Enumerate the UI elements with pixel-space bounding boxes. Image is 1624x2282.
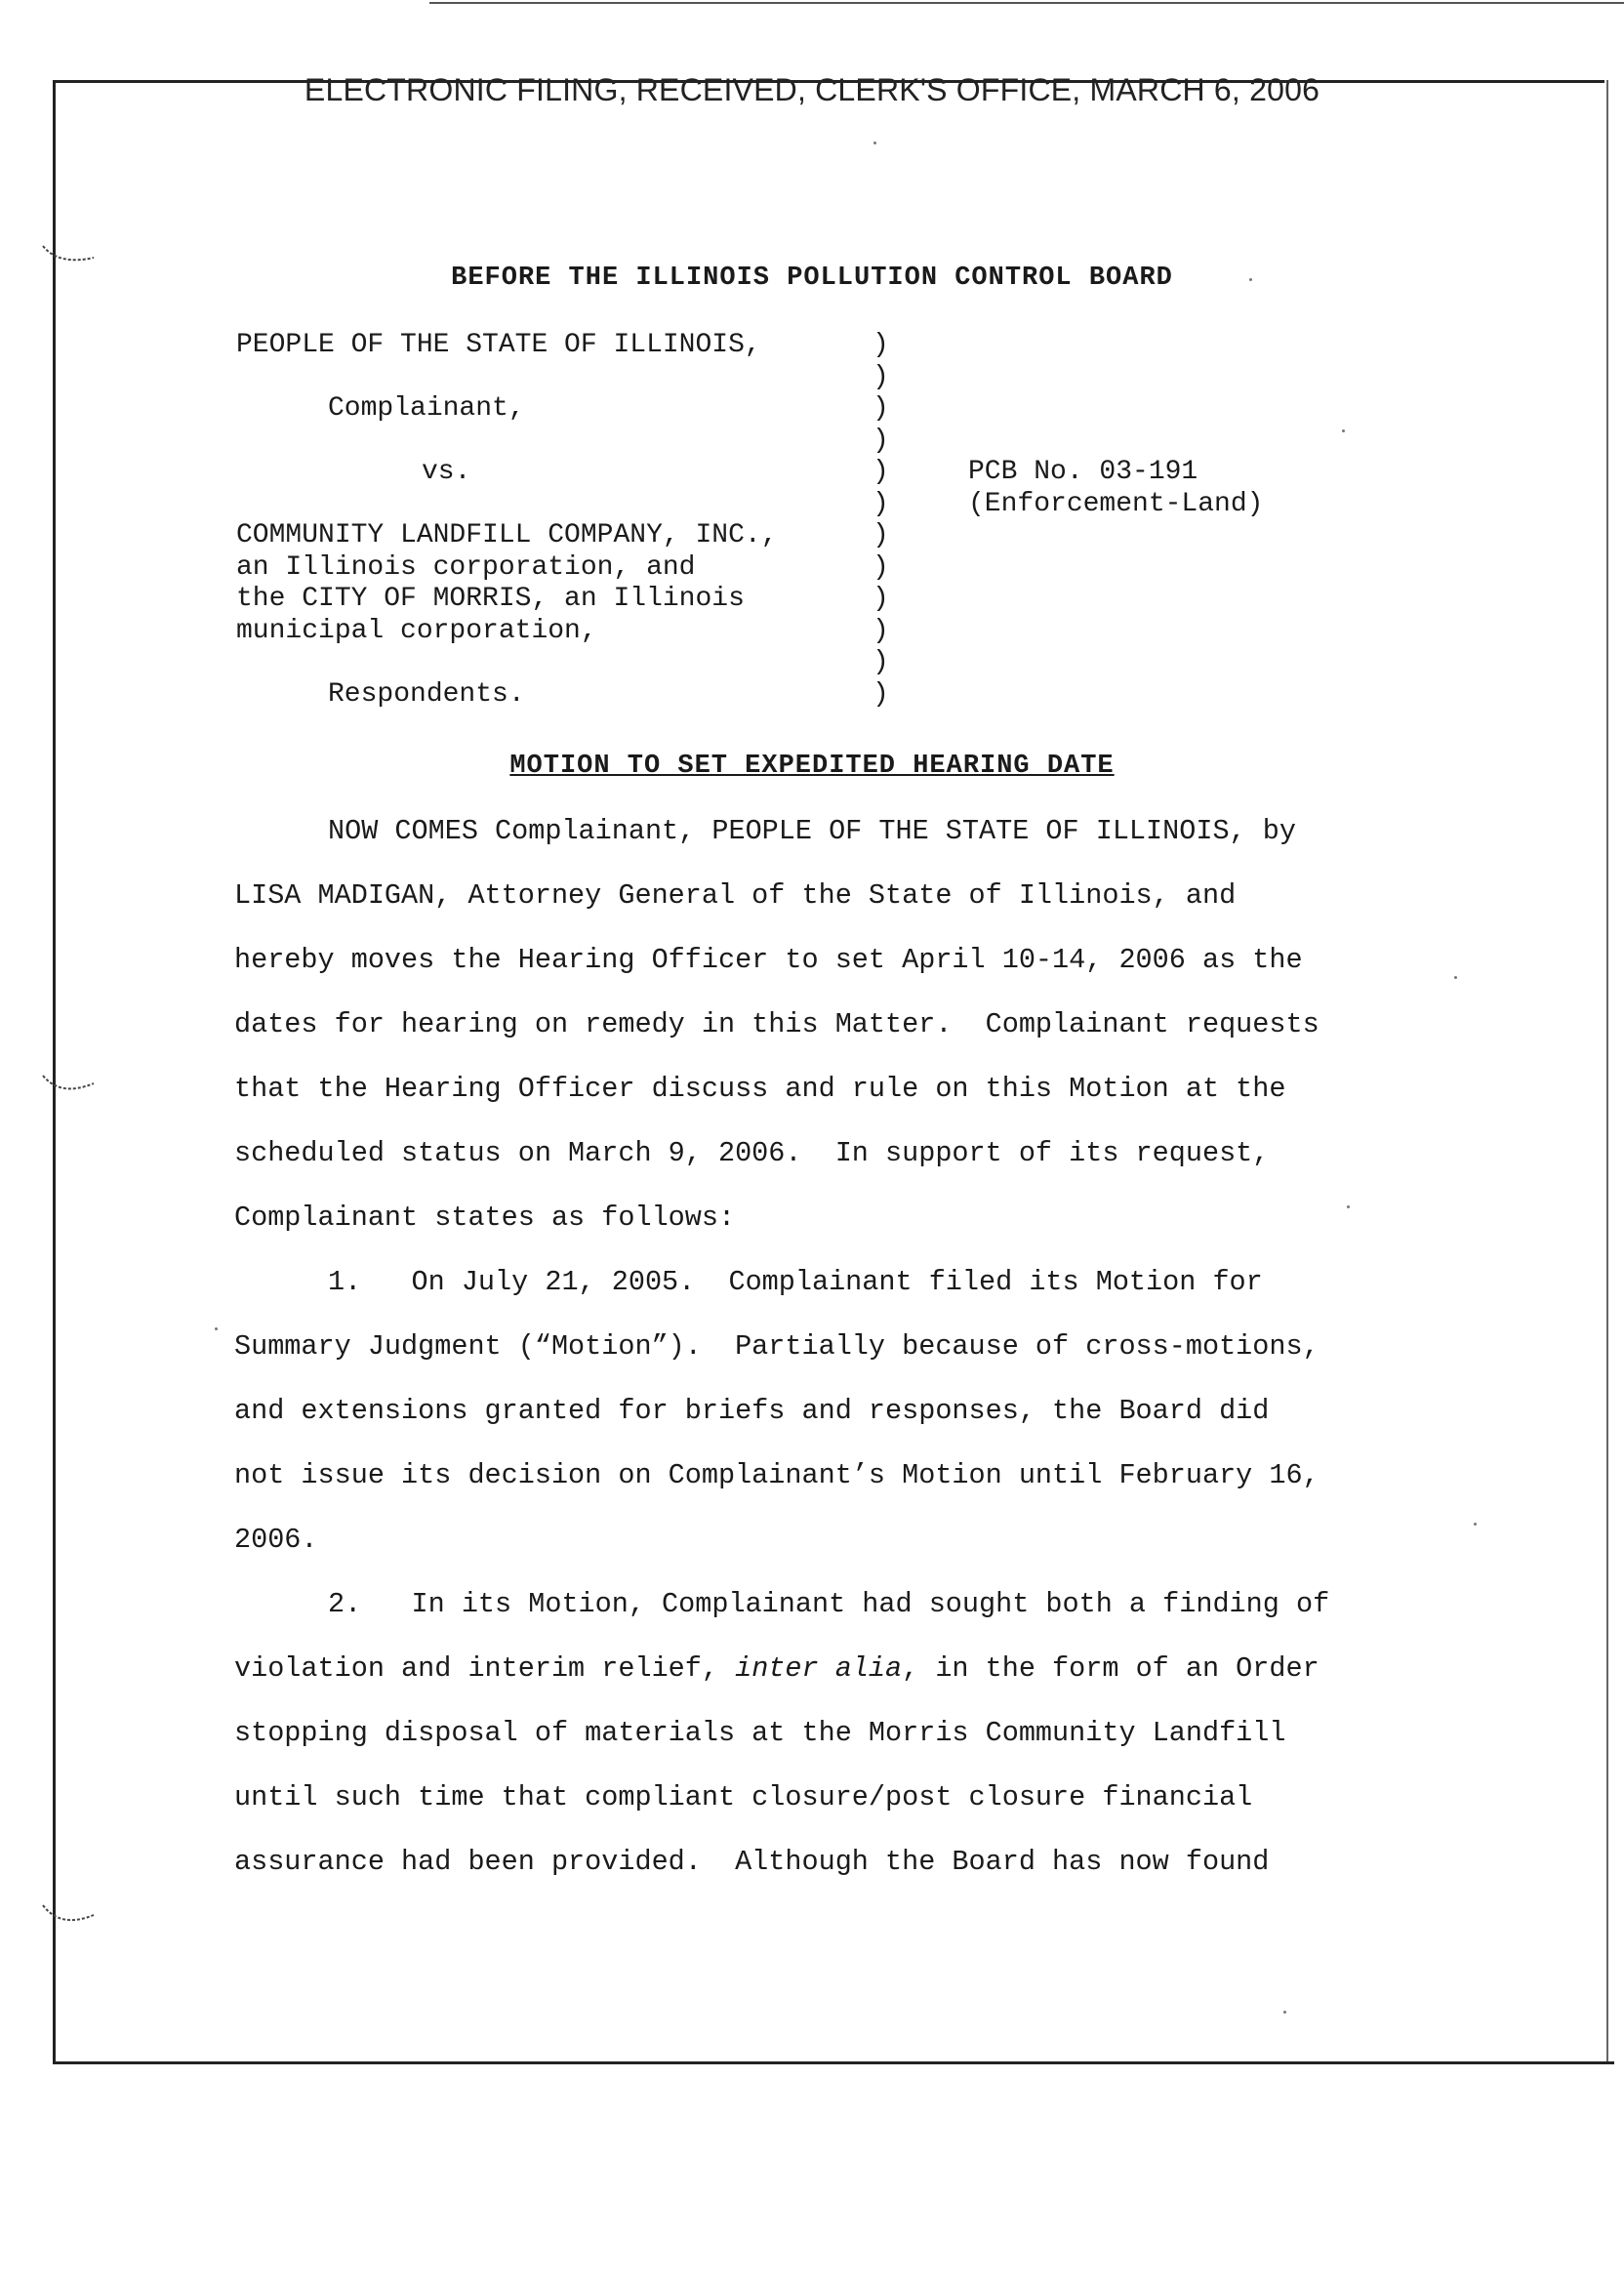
caption-paren: ) [873,457,889,487]
paragraph-2-line: until such time that compliant closure/post closure financial [234,1781,1253,1813]
caption-parentheses [873,330,912,711]
paragraph-1-line: Summary Judgment (“Motion”). Partially because of cross-motions, [234,1330,1320,1363]
scan-edge-line [429,2,1624,4]
case-number: PCB No. 03-191 [968,457,1198,487]
plaintiff-role: Complainant, [328,393,525,424]
scan-speck [1283,2011,1286,2014]
defendant-line: municipal corporation, [236,615,597,646]
caption-paren: ) [873,678,889,710]
caption-parties [236,330,871,711]
intro-line: scheduled status on March 9, 2006. In support of its request, [234,1137,1270,1169]
binding-mark-icon [39,1901,98,1931]
caption-paren: ) [873,425,889,456]
caption-paren: ) [873,647,889,677]
scan-speck [1454,976,1457,979]
paragraph-2-text: violation and interim relief, [234,1652,736,1685]
page-frame-bottom [53,2061,1614,2064]
page-frame-left [53,80,56,2061]
defendant-line: COMMUNITY LANDFILL COMPANY, INC., [236,520,778,550]
caption-paren: ) [873,615,889,646]
latin-phrase: inter alia [735,1652,903,1685]
intro-line: that the Hearing Officer discuss and rule on this Motion at the [234,1073,1286,1105]
intro-line: hereby moves the Hearing Officer to set April 10-14, 2006 as the [234,944,1303,976]
caption-paren: ) [873,361,889,392]
court-title: BEFORE THE ILLINOIS POLLUTION CONTROL BOARD [451,264,1173,293]
paragraph-2-text: , in the form of an Order [902,1652,1320,1685]
scan-speck [873,142,876,144]
paragraph-1-line: not issue its decision on Complainant’s Motion until February 16, [234,1459,1320,1491]
motion-body [234,814,1435,1909]
scan-speck [1474,1523,1477,1526]
paragraph-1-line: 2006. [234,1524,318,1556]
paragraph-2-line [234,1651,1435,1716]
scan-speck [1342,429,1345,432]
caption-paren: ) [873,584,889,614]
caption-paren: ) [873,520,889,550]
scan-speck [215,1327,218,1330]
defendant-role: Respondents. [328,678,525,710]
defendant-line: the CITY OF MORRIS, an Illinois [236,584,745,614]
intro-line: LISA MADIGAN, Attorney General of the State of Illinois, and [234,879,1237,912]
intro-line: NOW COMES Complainant, PEOPLE OF THE STATE OF ILLINOIS, by [328,815,1296,847]
intro-line: dates for hearing on remedy in this Matter. Complainant requests [234,1008,1320,1040]
paragraph-2-line: assurance had been provided. Although the Board has now found [234,1846,1270,1878]
caption-paren: ) [873,393,889,424]
plaintiff-name: PEOPLE OF THE STATE OF ILLINOIS, [236,330,761,360]
paragraph-1-line: 1. On July 21, 2005. Complainant filed its Motion for [328,1266,1263,1298]
case-type: (Enforcement-Land) [968,488,1264,519]
paragraph-1-line: and extensions granted for briefs and responses, the Board did [234,1395,1270,1427]
caption-paren: ) [873,551,889,583]
caption-paren: ) [873,488,889,519]
caption-paren: ) [873,330,889,360]
versus-label: vs. [422,457,471,487]
page-frame-right [1606,80,1608,2061]
motion-title: MOTION TO SET EXPEDITED HEARING DATE [509,752,1115,781]
paragraph-2-line: 2. In its Motion, Complainant had sought both a finding of [328,1588,1330,1620]
case-identifier [968,457,1378,520]
paragraph-2-line: stopping disposal of materials at the Morris Community Landfill [234,1717,1286,1749]
intro-line: Complainant states as follows: [234,1202,736,1234]
binding-mark-icon [39,1072,98,1101]
electronic-filing-stamp: ELECTRONIC FILING, RECEIVED, CLERK'S OFFICE, MARCH 6, 2006 [304,72,1320,107]
defendant-line: an Illinois corporation, and [236,551,696,583]
